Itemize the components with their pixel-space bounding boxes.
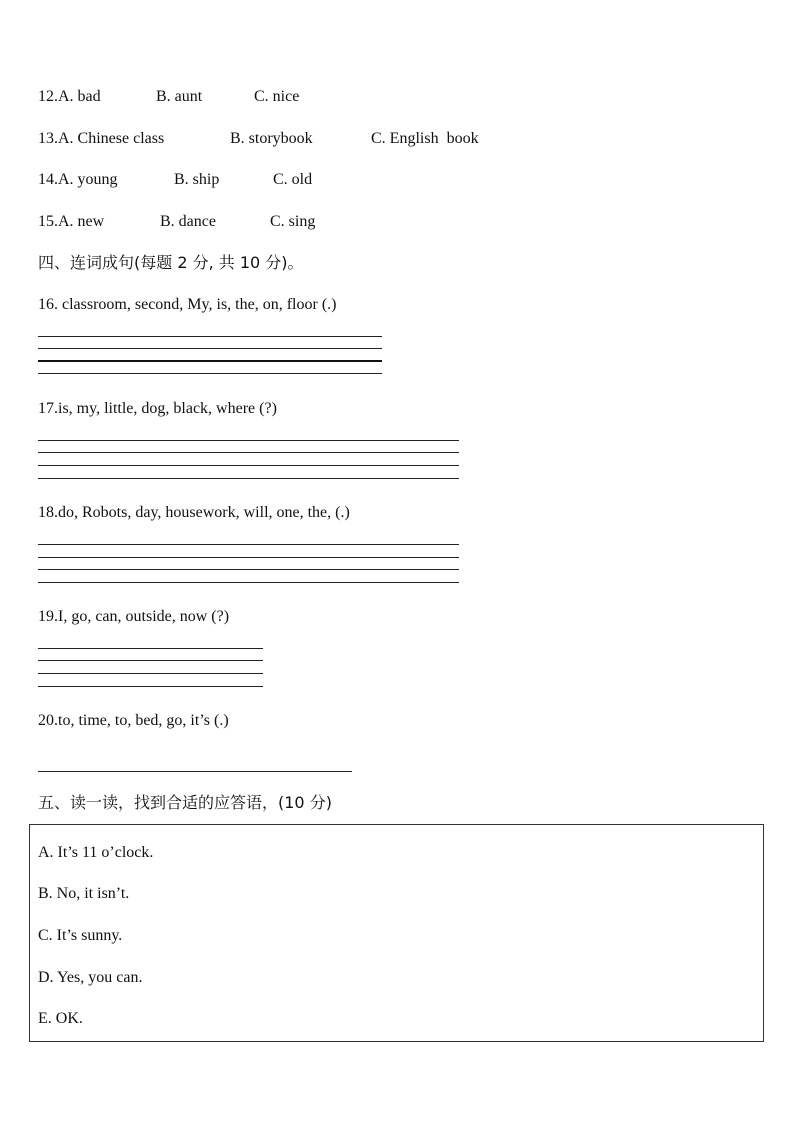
option-b: B. storybook [230, 130, 313, 147]
question-words: . classroom, second, My, is, the, on, floor (.) [54, 296, 337, 313]
question-number: 19 [38, 608, 54, 625]
question-14 [38, 170, 313, 190]
question-15 [38, 212, 316, 232]
answer-choice-a: A. It’s 11 o’clock. [38, 844, 154, 861]
answer-choice-b: B. No, it isn’t. [38, 885, 130, 902]
question-number: 17 [38, 400, 54, 417]
answer-line[interactable] [38, 557, 459, 558]
answer-choice-d: D. Yes, you can. [38, 969, 143, 986]
answer-line[interactable] [38, 771, 352, 772]
question-18 [38, 503, 350, 523]
answer-line[interactable] [38, 336, 382, 337]
option-b: B. aunt [156, 88, 203, 105]
question-12 [38, 87, 300, 107]
answer-line[interactable] [38, 478, 459, 479]
option-b: B. dance [160, 213, 216, 230]
option-c: C. sing [270, 213, 316, 230]
answer-line[interactable] [38, 582, 459, 583]
answer-line[interactable] [38, 465, 459, 466]
answer-choices-box [29, 824, 764, 1042]
option-a: A. young [58, 171, 118, 188]
section-5-heading: 五、读一读，找到合适的应答语，(10 分) [38, 793, 332, 812]
question-words: .is, my, little, dog, black, where (?) [54, 400, 277, 417]
answer-choice-c: C. It’s sunny. [38, 927, 123, 944]
answer-line[interactable] [38, 373, 382, 374]
question-words: .to, time, to, bed, go, it’s (.) [54, 712, 229, 729]
option-c: C. nice [254, 88, 300, 105]
question-words: .I, go, can, outside, now (?) [54, 608, 230, 625]
answer-line[interactable] [38, 648, 263, 649]
question-words: .do, Robots, day, housework, will, one, the, (.) [54, 504, 350, 521]
question-number: 18 [38, 504, 54, 521]
answer-line[interactable] [38, 660, 263, 661]
option-a: A. bad [58, 88, 101, 105]
question-13 [38, 129, 479, 149]
question-17 [38, 399, 277, 419]
answer-line[interactable] [38, 360, 382, 362]
answer-line[interactable] [38, 544, 459, 545]
answer-line[interactable] [38, 440, 459, 441]
section-4-heading: 四、连词成句(每题 2 分, 共 10 分)。 [38, 253, 304, 272]
question-number: 12. [38, 88, 58, 105]
option-a: A. new [58, 213, 105, 230]
question-number: 14. [38, 171, 58, 188]
question-number: 16 [38, 296, 54, 313]
option-c: C. old [273, 171, 313, 188]
answer-line[interactable] [38, 686, 263, 687]
answer-line[interactable] [38, 452, 459, 453]
option-c: C. English book [371, 130, 479, 147]
question-16 [38, 295, 336, 315]
question-20 [38, 711, 229, 731]
question-number: 20 [38, 712, 54, 729]
option-a: A. Chinese class [58, 130, 165, 147]
answer-line[interactable] [38, 569, 459, 570]
answer-choice-e: E. OK. [38, 1010, 83, 1027]
question-number: 15. [38, 213, 58, 230]
answer-line[interactable] [38, 673, 263, 674]
question-number: 13. [38, 130, 58, 147]
option-b: B. ship [174, 171, 220, 188]
answer-line[interactable] [38, 348, 382, 349]
question-19 [38, 607, 229, 627]
